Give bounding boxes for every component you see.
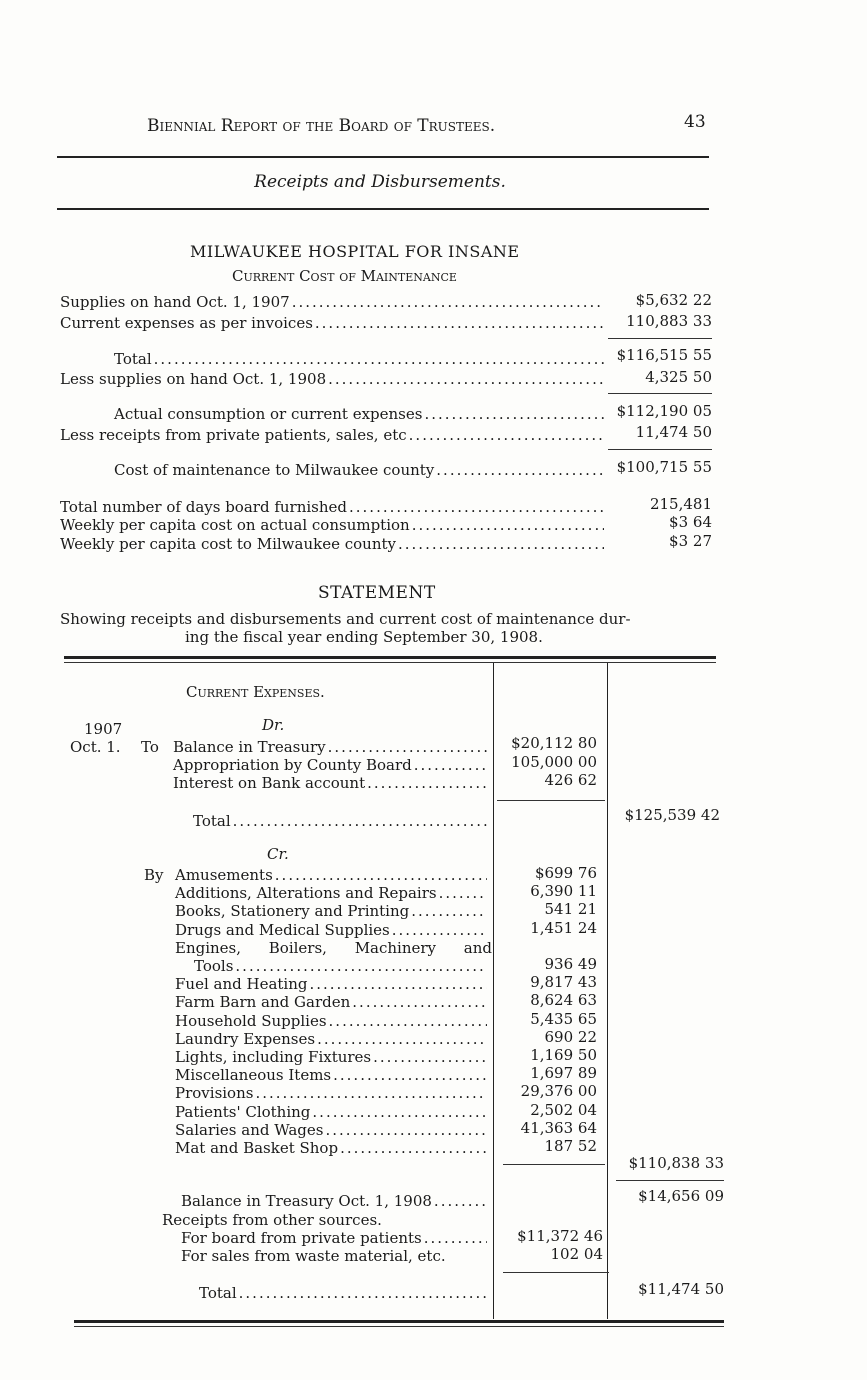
balance-label: Balance in Treasury Oct. 1, 1908 .....	[181, 1192, 487, 1210]
by-word: By	[144, 866, 164, 884]
summary-row-label: Current expenses as per invoices .....	[60, 314, 604, 332]
statement-rule-bottom-thin	[74, 1326, 724, 1327]
credit-item-label: Tools .....	[194, 957, 487, 975]
statement-description-line2: ing the fiscal year ending September 30, 1908.	[185, 628, 543, 646]
credit-total-amount: $110,838 33	[628, 1154, 724, 1172]
summary-row-amount: 110,883 33	[626, 312, 712, 330]
sum-rule	[608, 393, 712, 394]
credit-item-label: Drugs and Medical Supplies .....	[175, 921, 487, 939]
credit-item-amount: 1,697 89	[530, 1064, 597, 1083]
credit-item-amount: 936 49	[544, 955, 597, 973]
credit-item-amount: 541 21	[544, 900, 597, 919]
credit-item-label: Salaries and Wages .....	[175, 1121, 487, 1139]
debit-item-amount: 426 62	[544, 771, 597, 789]
credit-item-amount: 6,390 11	[530, 882, 597, 901]
column-divider-right	[607, 663, 608, 1319]
summary-row-label: Less receipts from private patients, sales, etc .....	[60, 426, 604, 444]
receipt-item-amount: $11,372 46	[517, 1227, 603, 1245]
debit-item-amount: 105,000 00	[511, 753, 597, 771]
summary-row-amount: 11,474 50	[635, 423, 712, 441]
credit-item-amount: 8,624 63	[530, 991, 597, 1010]
sum-rule	[608, 449, 712, 450]
debit-total-label: Total .....	[193, 812, 487, 830]
statement-title: STATEMENT	[318, 583, 436, 603]
statement-description-line1: Showing receipts and disbursements and current cost of maintenance dur-	[60, 610, 631, 628]
debit-item-label: Balance in Treasury .....	[173, 738, 487, 756]
credit-item-amount: 1,451 24	[530, 918, 597, 937]
summary-row-amount: 215,481	[649, 495, 712, 513]
final-total-amount: $11,474 50	[638, 1280, 724, 1298]
credit-item-amount: $699 76	[534, 864, 597, 882]
statement-rule-top	[64, 656, 716, 659]
page-number: 43	[684, 112, 706, 132]
summary-title: MILWAUKEE HOSPITAL FOR INSANE	[190, 242, 520, 261]
header-rule-bottom	[57, 208, 709, 210]
summary-row-label: Cost of maintenance to Milwaukee county .....	[114, 461, 604, 479]
balance-rule	[616, 1180, 724, 1181]
column-divider-left	[493, 663, 494, 1319]
summary-row-amount: $116,515 55	[616, 346, 712, 364]
credit-item-label: Books, Stationery and Printing .....	[175, 902, 487, 920]
debit-item-label: Appropriation by County Board .....	[173, 756, 487, 774]
summary-row-label: Total number of days board furnished .....	[60, 498, 604, 516]
credit-item-label: Farm Barn and Garden .....	[175, 993, 487, 1011]
credit-item-label: Fuel and Heating .....	[175, 975, 487, 993]
debit-sum-rule	[497, 800, 605, 801]
summary-subtitle: Current Cost of Maintenance	[232, 267, 457, 285]
credit-item-label: Lights, including Fixtures .....	[175, 1048, 487, 1066]
current-expenses-heading: Current Expenses.	[186, 683, 325, 701]
credit-sum-rule	[503, 1164, 605, 1165]
credit-item-label: Engines, Boilers, Machinery and	[175, 938, 492, 957]
debit-item-amount: $20,112 80	[511, 734, 597, 752]
receipt-item-amount: 102 04	[550, 1245, 603, 1263]
summary-row-amount: $3 27	[669, 532, 712, 550]
running-title: Biennial Report of the Board of Trustees.	[147, 116, 496, 136]
credit-item-amount: 5,435 65	[530, 1009, 597, 1028]
debit-total-amount: $125,539 42	[624, 806, 720, 824]
receipt-item-label: For board from private patients .....	[181, 1229, 487, 1247]
summary-row-amount: 4,325 50	[645, 368, 712, 386]
year-label: 1907	[84, 720, 123, 738]
credit-item-amount: 41,363 64	[520, 1118, 597, 1137]
summary-row-amount: $3 64	[669, 513, 712, 531]
other-receipts-label: Receipts from other sources.	[162, 1211, 382, 1229]
receipt-item-label: For sales from waste material, etc.	[181, 1247, 446, 1265]
header-rule-top	[57, 156, 709, 158]
summary-row-amount: $112,190 05	[616, 402, 712, 420]
summary-row-label: Weekly per capita cost to Milwaukee county .....	[60, 535, 604, 553]
statement-rule-bottom	[74, 1320, 724, 1323]
credit-item-label: Miscellaneous Items .....	[175, 1066, 487, 1084]
final-total-label: Total .....	[199, 1284, 487, 1302]
summary-row-label: Less supplies on hand Oct. 1, 1908 .....	[60, 370, 604, 388]
receipts-sum-rule	[503, 1272, 609, 1273]
cr-label: Cr.	[267, 845, 289, 863]
debit-item-label: Interest on Bank account .....	[173, 774, 487, 792]
statement-rule-top-thin	[64, 662, 716, 663]
credit-item-label: Laundry Expenses .....	[175, 1030, 487, 1048]
summary-row-label: Supplies on hand Oct. 1, 1907 .....	[60, 293, 604, 311]
credit-item-amount: 29,376 00	[520, 1082, 597, 1101]
credit-item-amount: 690 22	[544, 1027, 597, 1046]
credit-item-amount: 2,502 04	[530, 1100, 597, 1119]
section-title: Receipts and Disbursements.	[254, 172, 506, 192]
credit-item-label: Amusements .....	[175, 866, 487, 884]
credit-item-label: Household Supplies .....	[175, 1012, 487, 1030]
to-word: To	[141, 738, 159, 756]
credit-item-label: Patients' Clothing .....	[175, 1103, 487, 1121]
credit-item-amount: 1,169 50	[530, 1046, 597, 1064]
summary-row-label: Weekly per capita cost on actual consumption .....	[60, 516, 604, 534]
summary-row-label: Total .....	[114, 350, 604, 368]
date-label: Oct. 1.	[70, 738, 121, 756]
summary-row-amount: $5,632 22	[635, 291, 712, 309]
summary-row-label: Actual consumption or current expenses .....	[114, 405, 604, 423]
balance-amount: $14,656 09	[638, 1187, 724, 1205]
credit-item-amount: 9,817 43	[530, 973, 597, 992]
dr-label: Dr.	[262, 716, 285, 734]
credit-item-label: Provisions .....	[175, 1084, 487, 1102]
credit-item-label: Additions, Alterations and Repairs .....	[175, 884, 487, 902]
credit-item-label: Mat and Basket Shop .....	[175, 1139, 487, 1157]
summary-row-amount: $100,715 55	[616, 458, 712, 476]
sum-rule	[608, 338, 712, 339]
credit-item-amount: 187 52	[544, 1137, 597, 1155]
